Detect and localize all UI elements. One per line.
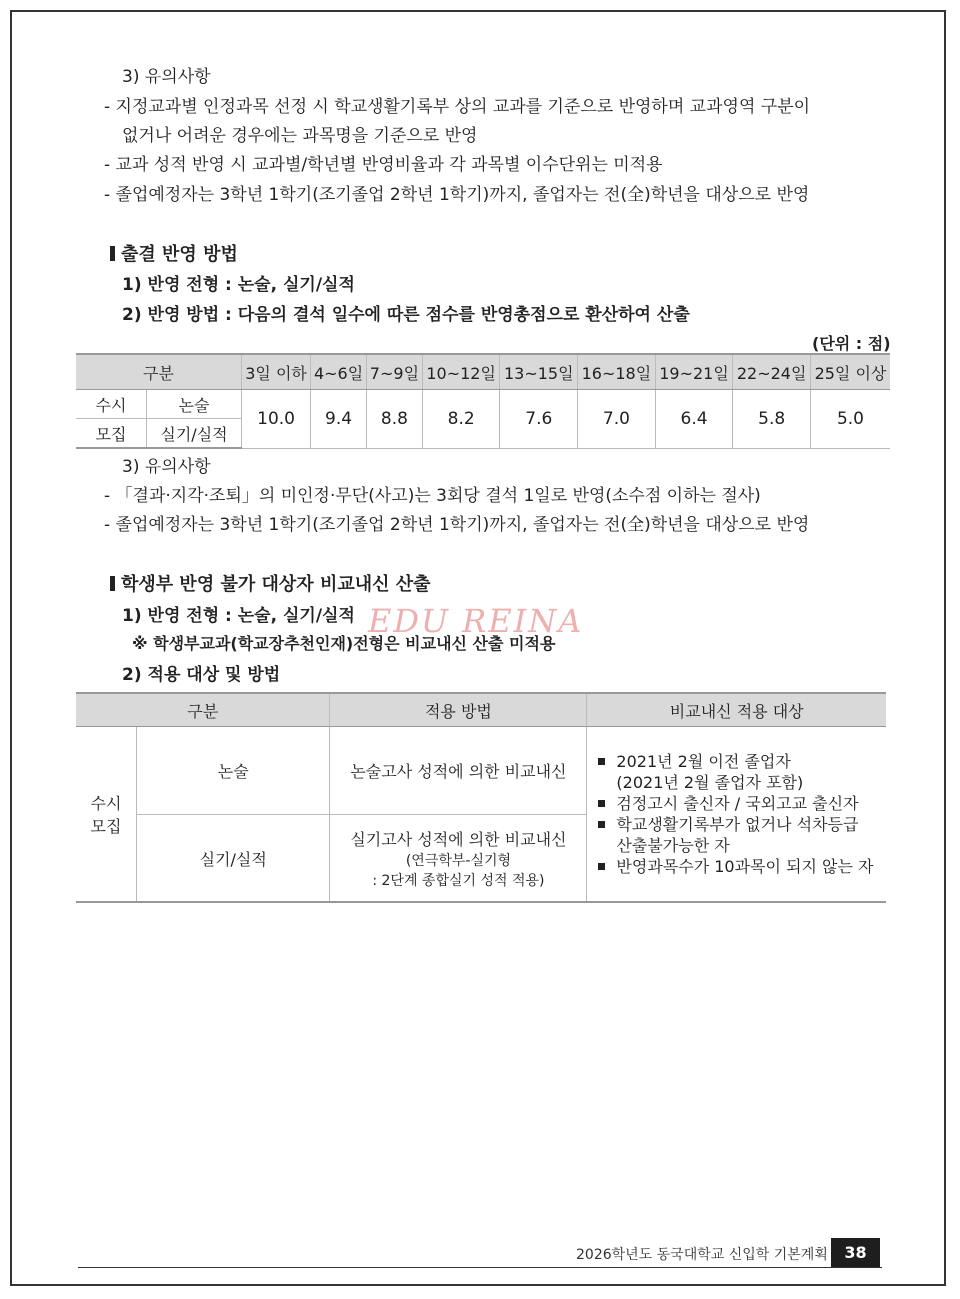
score-cell: 8.2 <box>422 390 500 449</box>
section1-note-title: 3) 유의사항 <box>122 67 211 87</box>
header-category: 구분 <box>76 693 330 727</box>
comparative-heading <box>110 570 431 596</box>
attendance-note-1: - 「결과·지각·조퇴」의 미인정·무단(사고)는 3회당 결석 1일로 반영(소수점 이하는 절사) <box>104 486 761 506</box>
group-label-top: 수시 <box>76 390 147 419</box>
list-item: 2021년 2월 이전 졸업자 <box>596 751 885 772</box>
bullet-icon <box>598 821 605 828</box>
bullet-icon <box>598 863 605 870</box>
header-col: 13~15일 <box>500 354 578 390</box>
attendance-table-header <box>76 354 890 390</box>
group-label-bottom: 모집 <box>76 419 147 449</box>
list-item: 학교생활기록부가 없거나 석차등급 <box>596 814 885 835</box>
footer-title: 2026학년도 동국대학교 신입학 기본계획 <box>576 1247 828 1263</box>
watermark: EDU REINA <box>368 602 584 640</box>
section1-note-2: - 교과 성적 반영 시 교과별/학년별 반영비율과 각 과목별 이수단위는 미적용 <box>104 155 663 175</box>
header-col: 3일 이하 <box>242 354 311 390</box>
header-col: 4~6일 <box>311 354 367 390</box>
attendance-heading <box>110 240 238 266</box>
targets-cell <box>587 727 886 903</box>
attendance-unit: (단위 : 점) <box>812 334 891 353</box>
header-col: 16~18일 <box>578 354 656 390</box>
header-col: 22~24일 <box>733 354 811 390</box>
footer-divider <box>78 1267 882 1268</box>
table-row <box>76 727 886 815</box>
attendance-heading-text: 출결 반영 방법 <box>121 244 238 265</box>
heading-marker-icon <box>110 246 115 261</box>
attendance-table <box>76 353 890 449</box>
attendance-note-2: - 졸업예정자는 3학년 1학기(조기졸업 2학년 1학기)까지, 졸업자는 전(全)학년을 대상으로 반영 <box>104 515 810 535</box>
header-col: 25일 이상 <box>810 354 890 390</box>
group-label-bottom: 모집 <box>90 817 122 836</box>
score-cell: 5.8 <box>733 390 811 449</box>
section1-note-1-cont: 없거나 어려운 경우에는 과목명을 기준으로 반영 <box>122 126 478 146</box>
score-cell: 7.0 <box>578 390 656 449</box>
score-cell: 7.6 <box>500 390 578 449</box>
method-cell <box>330 815 587 903</box>
method-cell: 논술고사 성적에 의한 비교내신 <box>330 727 587 815</box>
method-main: 실기고사 성적에 의한 비교내신 <box>350 829 567 849</box>
score-cell: 8.8 <box>366 390 422 449</box>
row-label: 실기/실적 <box>147 419 242 449</box>
header-col: 7~9일 <box>366 354 422 390</box>
header-col: 19~21일 <box>655 354 733 390</box>
bullet-icon <box>598 758 605 765</box>
group-label-top: 수시 <box>90 794 122 813</box>
method-sub: : 2단계 종합실기 성적 적용) <box>372 872 545 889</box>
targets-list <box>588 751 885 877</box>
header-target: 비교내신 적용 대상 <box>587 693 886 727</box>
header-col: 10~12일 <box>422 354 500 390</box>
attendance-note-title: 3) 유의사항 <box>122 457 211 477</box>
attendance-item-2: 2) 반영 방법 : 다음의 결석 일수에 따른 점수를 반영총점으로 환산하여 산출 <box>122 305 690 325</box>
score-cell: 6.4 <box>655 390 733 449</box>
page-number: 38 <box>831 1238 880 1268</box>
score-cell: 10.0 <box>242 390 311 449</box>
list-item: 산출불가능한 자 <box>616 836 730 855</box>
bullet-icon <box>598 800 605 807</box>
type-cell: 논술 <box>137 727 330 815</box>
group-label <box>76 727 137 903</box>
score-cell: 9.4 <box>311 390 367 449</box>
list-item: 검정고시 출신자 / 국외고교 출신자 <box>596 793 885 814</box>
type-cell: 실기/실적 <box>137 815 330 903</box>
comparative-heading-text: 학생부 반영 불가 대상자 비교내신 산출 <box>121 574 431 595</box>
comparative-table <box>76 692 886 903</box>
score-cell: 5.0 <box>810 390 890 449</box>
section1-note-3: - 졸업예정자는 3학년 1학기(조기졸업 2학년 1학기)까지, 졸업자는 전(全)학년을 대상으로 반영 <box>104 185 810 205</box>
comparative-item-1: 1) 반영 전형 : 논술, 실기/실적 <box>122 606 355 626</box>
list-item: (2021년 2월 졸업자 포함) <box>616 773 804 792</box>
section1-note-1: - 지정교과별 인정과목 선정 시 학교생활기록부 상의 교과를 기준으로 반영하며 교과영역 구분이 <box>104 97 811 117</box>
comparative-item-2: 2) 적용 대상 및 방법 <box>122 665 281 685</box>
header-category: 구분 <box>76 354 242 390</box>
comparative-remark: ※ 학생부교과(학교장추천인재)전형은 비교내신 산출 미적용 <box>132 634 556 653</box>
row-label: 논술 <box>147 390 242 419</box>
attendance-item-1: 1) 반영 전형 : 논술, 실기/실적 <box>122 275 355 295</box>
heading-marker-icon <box>110 576 115 591</box>
method-sub: (연극학부-실기형 <box>405 852 512 869</box>
header-method: 적용 방법 <box>330 693 587 727</box>
comparative-table-header <box>76 693 886 727</box>
list-item: 반영과목수가 10과목이 되지 않는 자 <box>596 856 885 877</box>
table-row <box>76 390 890 419</box>
